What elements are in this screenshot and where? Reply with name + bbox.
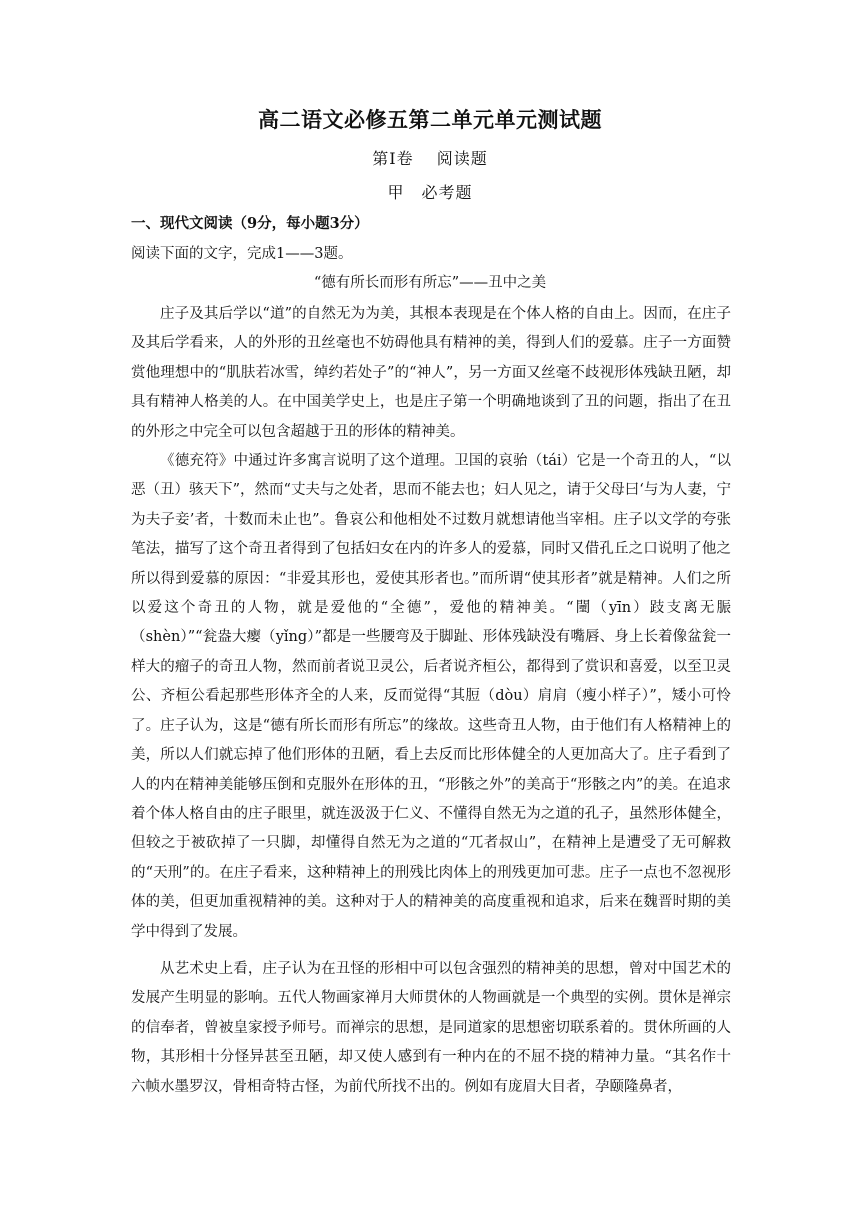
reading-instruction: 阅读下面的文字，完成1——3题。: [131, 246, 353, 262]
volume-heading: 第Ⅰ卷 阅读题: [372, 149, 488, 168]
article-paragraph-1: 庄子及其后学以“道”的自然无为为美，其根本表现是在个体人格的自由上。因而，在庄子及其后学看来，人的外形的丑丝毫也不妨碍他具有精神的美，得到人们的爱慕。庄子一方面赞赏他理想中的“肌肤若冰雪，绰约若处子”的“神人”，另一方面又丝毫不歧视形体残缺丑陋，却具有精神人格美的人。在中国美学史上，也是庄子第一个明确地谈到了丑的问题，指出了在丑的外形之中完全可以包含超越于丑的形体的精神美。: [131, 306, 731, 440]
document-title: 高二语文必修五第二单元单元测试题: [258, 107, 602, 132]
article-paragraph-3: 从艺术史上看，庄子认为在丑怪的形相中可以包含强烈的精神美的思想，曾对中国艺术的发展产生明显的影响。五代人物画家禅月大师贯休的人物画就是一个典型的实例。贯休是禅宗的信奉者，曾被皇家授予师号。而禅宗的思想，是同道家的思想密切联系着的。贯休所画的人物，其形相十分怪异甚至丑陋，却又使人感到有一种内在的不屈不挠的精神力量。“其名作十六帧水墨罗汉，骨相奇特古怪，为前代所找不出的。例如有庞眉大目者，孕颐隆鼻者，: [131, 960, 731, 1095]
section-heading: 一、现代文阅读（9分，每小题3分）: [131, 215, 369, 232]
article-title: “德有所长而形有所忘”——丑中之美: [313, 275, 547, 291]
article-body: [131, 300, 731, 1102]
part-heading: 甲 必考题: [387, 183, 473, 202]
article-paragraph-2: 《德充符》中通过许多寓言说明了这个道理。卫国的哀骀（tái）它是一个奇丑的人，“以恶（丑）骇天下”，然而“丈夫与之处者，思而不能去也；妇人见之，请于父母曰‘与为人妻，宁为夫子妾’者，十数而未止也”。鲁哀公和他相处不过数月就想请他当宰相。庄子以文学的夸张笔法，描写了这个奇丑者得到了包括妇女在内的许多人的爱慕，同时又借孔丘之口说明了他之所以得到爱慕的原因：“非爱其形也，爱使其形者也。”而所谓“使其形者”就是精神。人们之所以爱这个奇丑的人物，就是爱他的“全德”，爱他的精神美。“闉（yīn）跂支离无脤（shèn）”“瓮盎大瘿（yǐng）”都是一些腰弯及于脚趾、形体残缺没有嘴唇、身上长着像盆瓮一样大的瘤子的奇丑人物，然而前者说卫灵公，后者说齐桓公，都得到了赏识和喜爱，以至卫灵公、齐桓公看起那些形体齐全的人来，反而觉得“其脰（dòu）肩肩（瘦小样子）”，矮小可怜了。庄子认为，这是“德有所长而形有所忘”的缘故。这些奇丑人物，由于他们有人格精神上的美，所以人们就忘掉了他们形体的丑陋，看上去反而比形体健全的人更加高大了。庄子看到了人的内在精神美能够压倒和克服外在形体的丑，“形骸之外”的美高于“形骸之内”的美。在追求着个体人格自由的庄子眼里，就连汲汲于仁义、不懂得自然无为之道的孔子，虽然形体健全，但较之于被砍掉了一只脚，却懂得自然无为之道的“兀者叔山”，在精神上是遭受了无可解救的“天刑”的。在庄子看来，这种精神上的刑残比肉体上的刑残更加可悲。庄子一点也不忽视形体的美，但更加重视精神的美。这种对于人的精神美的高度重视和追求，后来在魏晋时期的美学中得到了发展。: [131, 453, 731, 940]
